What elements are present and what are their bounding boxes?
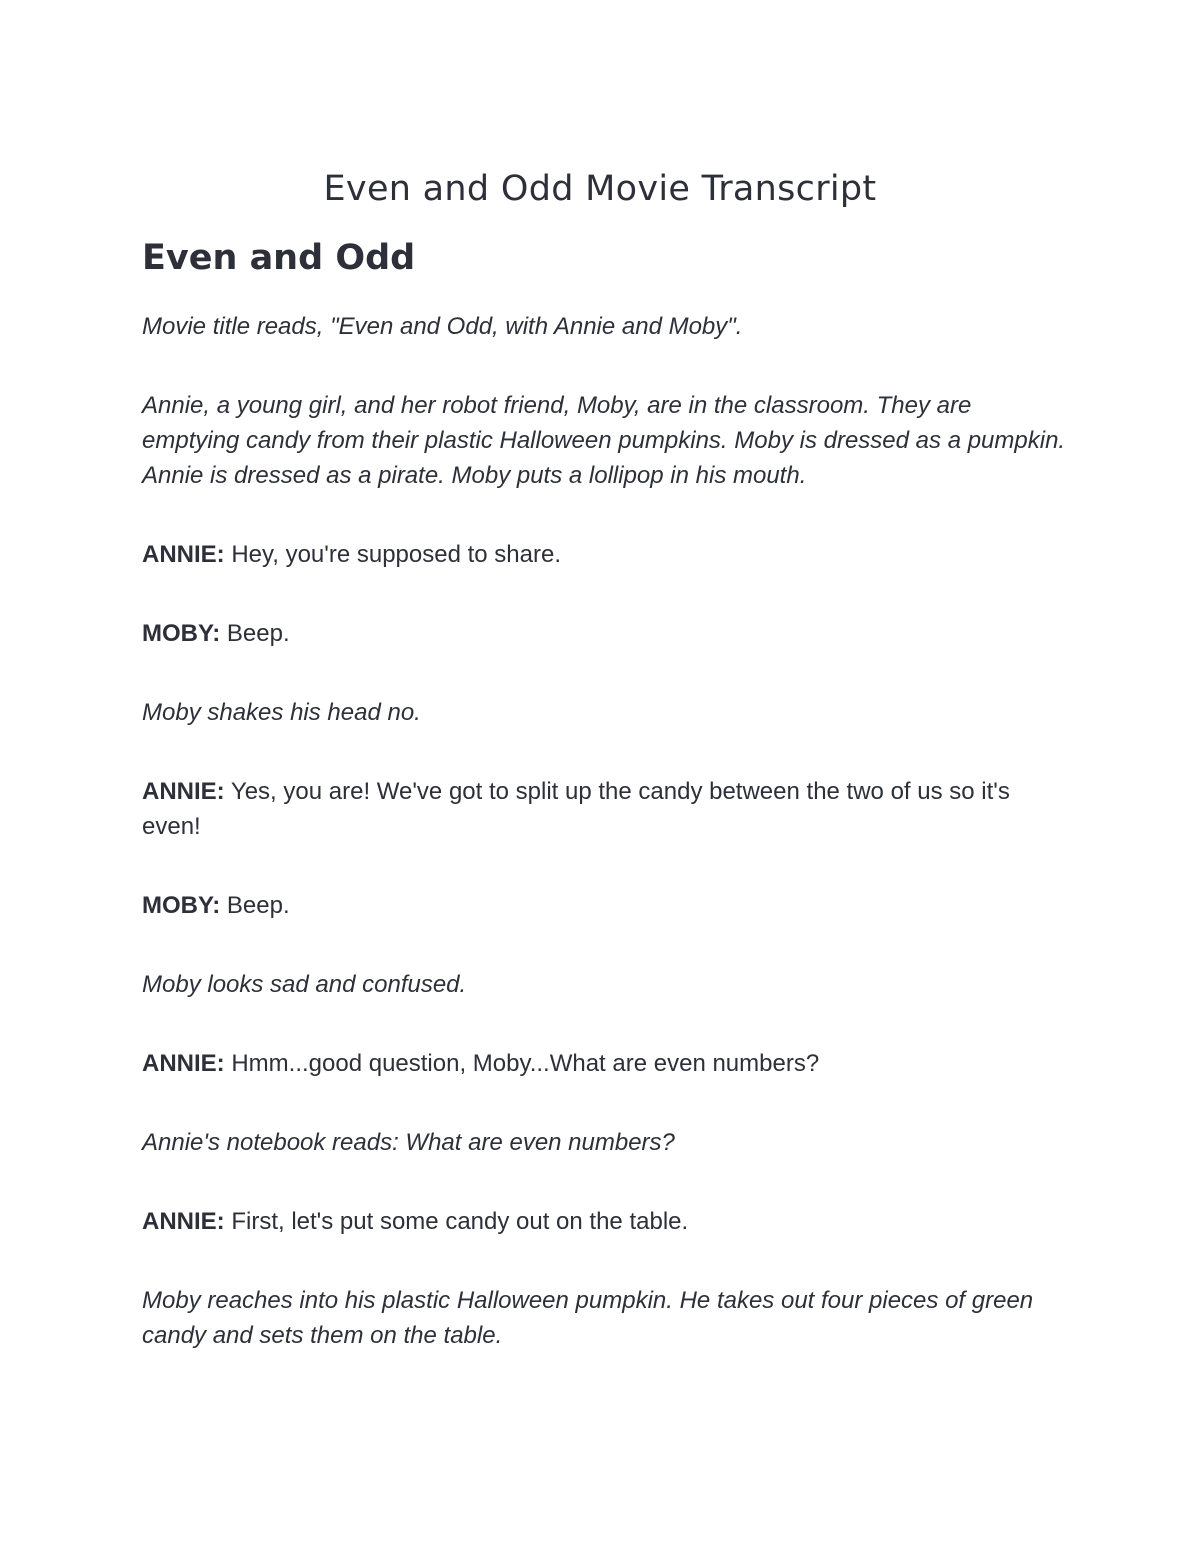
- dialogue-line: [142, 1046, 1072, 1081]
- stage-direction: Moby looks sad and confused.: [142, 971, 467, 998]
- stage-direction: Movie title reads, "Even and Odd, with Annie and Moby".: [142, 313, 743, 340]
- dialogue-line: [142, 888, 1072, 923]
- dialogue-text: Beep.: [220, 892, 290, 919]
- stage-direction: Annie, a young girl, and her robot friend, Moby, are in the classroom. They are emptying candy from their plastic Halloween pumpkins. Moby is dressed as a pumpkin. Annie is dressed as a pirate. Moby puts a lollipop in his mouth.: [142, 392, 1066, 489]
- dialogue-text: Hey, you're supposed to share.: [224, 541, 561, 568]
- speaker-name: ANNIE:: [142, 778, 225, 805]
- speaker-name: ANNIE:: [142, 541, 225, 568]
- stage-direction: Moby reaches into his plastic Halloween pumpkin. He takes out four pieces of green candy and sets them on the table.: [142, 1287, 1034, 1349]
- document-title: Even and Odd Movie Transcript: [323, 169, 877, 209]
- dialogue-line: [142, 774, 1072, 844]
- dialogue-text: Beep.: [220, 620, 290, 647]
- speaker-name: ANNIE:: [142, 1208, 225, 1235]
- dialogue-line: [142, 1204, 1072, 1239]
- speaker-name: ANNIE:: [142, 1050, 225, 1077]
- dialogue-text: Hmm...good question, Moby...What are even numbers?: [224, 1050, 820, 1077]
- stage-direction: Moby shakes his head no.: [142, 699, 421, 726]
- transcript-body: [142, 309, 1072, 1397]
- dialogue-line: [142, 537, 1072, 572]
- dialogue-text: Yes, you are! We've got to split up the candy between the two of us so it's even!: [142, 778, 1010, 840]
- section-heading: Even and Odd: [142, 238, 416, 278]
- stage-direction: Annie's notebook reads: What are even numbers?: [142, 1129, 675, 1156]
- dialogue-line: [142, 616, 1072, 651]
- dialogue-text: First, let's put some candy out on the table.: [224, 1208, 689, 1235]
- speaker-name: MOBY:: [142, 892, 221, 919]
- speaker-name: MOBY:: [142, 620, 221, 647]
